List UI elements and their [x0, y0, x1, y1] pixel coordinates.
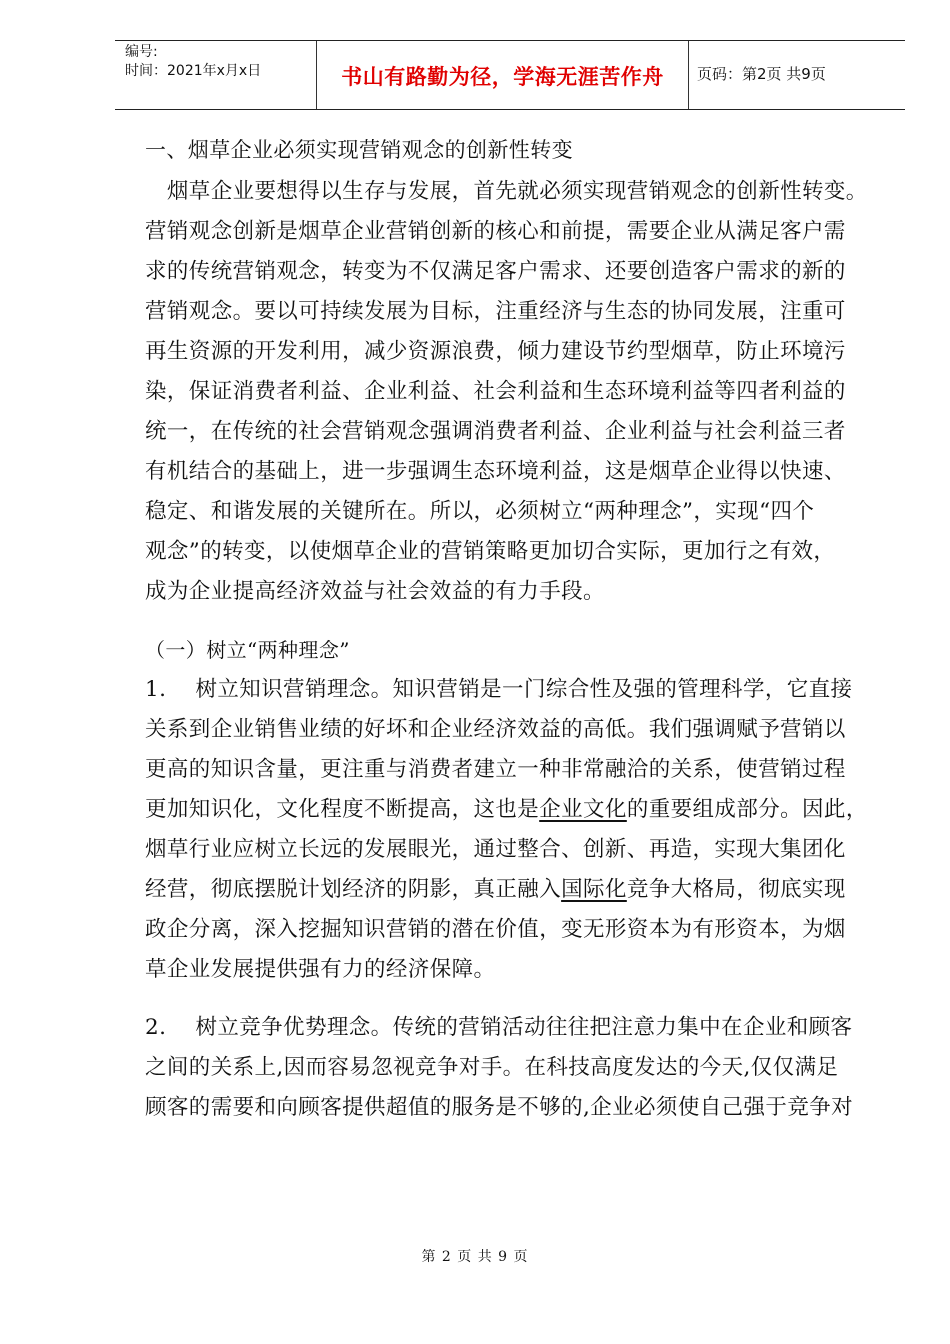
- text-segment: 更加知识化，文化程度不断提高，这也是: [145, 797, 540, 822]
- document-time-label: 时间：2021年x月x日: [125, 63, 262, 79]
- text-line: 2. 树立竞争优势理念。传统的营销活动往往把注意力集中在企业和顾客: [145, 1015, 853, 1040]
- header-info-cell: [115, 41, 316, 109]
- text-line: 成为企业提高经济效益与社会效益的有力手段。: [145, 579, 605, 604]
- text-line: 更高的知识含量，更注重与消费者建立一种非常融洽的关系，使营销过程: [145, 757, 846, 782]
- item-1: [145, 670, 867, 990]
- text-line: [145, 790, 867, 830]
- text-line: 烟草企业要想得以生存与发展，首先就必须实现营销观念的创新性转变。: [145, 179, 868, 204]
- text-line: 1. 树立知识营销理念。知识营销是一门综合性及强的管理科学，它直接: [145, 677, 853, 702]
- header-page-number: 页码：第2页 共9页: [697, 64, 826, 83]
- text-line: 营销观念创新是烟草企业营销创新的核心和前提，需要企业从满足客户需: [145, 219, 846, 244]
- text-segment: 竞争大格局，彻底实现: [626, 877, 846, 902]
- link-enterprise-culture[interactable]: 企业文化: [539, 797, 627, 822]
- link-internationalization[interactable]: 国际化: [561, 877, 627, 902]
- text-line: 观念”的转变，以使烟草企业的营销策略更加切合实际，更加行之有效，: [145, 539, 836, 564]
- page-footer: 第 2 页 共 9 页: [421, 1249, 529, 1265]
- document-number-label: 编号:: [125, 44, 158, 60]
- text-line: 求的传统营销观念，转变为不仅满足客户需求、还要创造客户需求的新的: [145, 259, 846, 284]
- document-body: [145, 128, 867, 1128]
- header-motto: 书山有路勤为径，学海无涯苦作舟: [341, 65, 664, 89]
- text-segment: 经营，彻底摆脱计划经济的阴影，真正融入: [145, 877, 562, 902]
- header-motto-cell: [316, 41, 689, 109]
- paragraph-1: [145, 172, 867, 612]
- text-line: 之间的关系上,因而容易忽视竞争对手。在科技高度发达的今天,仅仅满足: [145, 1055, 839, 1080]
- text-line: 染，保证消费者利益、企业利益、社会利益和生态环境利益等四者利益的: [145, 379, 846, 404]
- text-line: 有机结合的基础上，进一步强调生态环境利益，这是烟草企业得以快速、: [145, 459, 846, 484]
- text-line: 政企分离，深入挖掘知识营销的潜在价值，变无形资本为有形资本，为烟: [145, 917, 846, 942]
- subsection-title: （一）树立“两种理念”: [145, 638, 350, 662]
- header-table: [115, 40, 905, 110]
- header-page-cell: [689, 39, 905, 107]
- text-line: 稳定、和谐发展的关键所在。所以，必须树立“两种理念”，实现“四个: [145, 499, 815, 524]
- text-line: 统一，在传统的社会营销观念强调消费者利益、企业利益与社会利益三者: [145, 419, 846, 444]
- text-line: 再生资源的开发利用，减少资源浪费，倾力建设节约型烟草，防止环境污: [145, 339, 846, 364]
- text-line: 营销观念。要以可持续发展为目标，注重经济与生态的协同发展，注重可: [145, 299, 846, 324]
- text-line: 关系到企业销售业绩的好坏和企业经济效益的高低。我们强调赋予营销以: [145, 717, 846, 742]
- text-segment: 的重要组成部分。因此，: [626, 797, 868, 822]
- paragraph-spacer: [145, 990, 867, 1008]
- section-title: 一、烟草企业必须实现营销观念的创新性转变: [145, 138, 573, 162]
- text-line: [145, 870, 867, 910]
- text-line: 烟草行业应树立长远的发展眼光，通过整合、创新、再造，实现大集团化: [145, 837, 846, 862]
- text-line: 顾客的需要和向顾客提供超值的服务是不够的,企业必须使自己强于竞争对: [145, 1095, 854, 1120]
- paragraph-spacer: [145, 612, 867, 630]
- item-2: [145, 1008, 867, 1128]
- text-line: 草企业发展提供强有力的经济保障。: [145, 957, 496, 982]
